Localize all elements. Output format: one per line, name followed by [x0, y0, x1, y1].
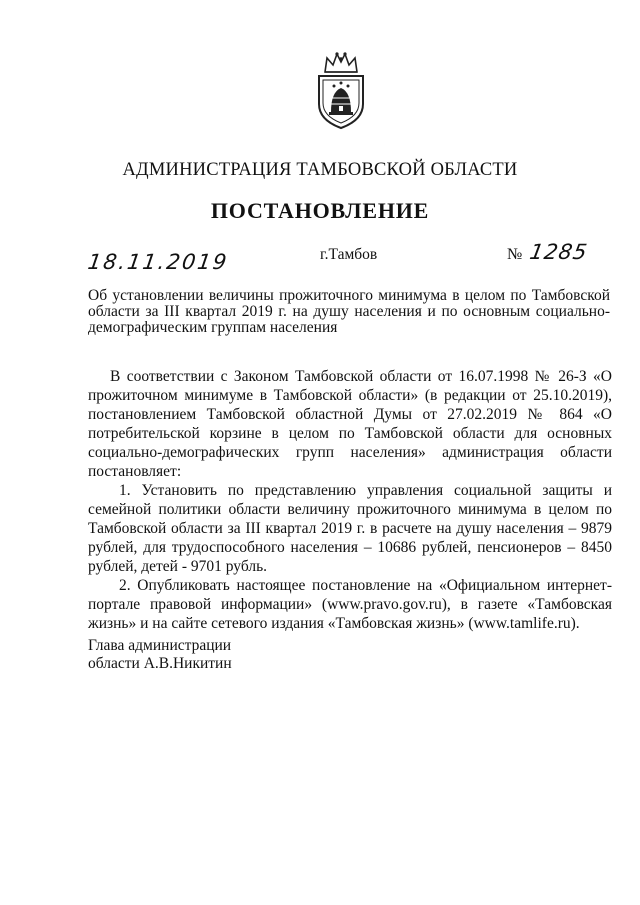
signature-name: области А.В.Никитин — [88, 655, 232, 672]
signature-title: Глава администрации — [88, 637, 232, 654]
number-sign: № — [507, 246, 523, 263]
preamble-paragraph: В соответствии с Законом Тамбовской области от 16.07.1998 № 26-З «О прожиточном минимуме в Тамбовской области» (в редакции от 25.10.2019), постановлением Тамбовской областной Думы от 27.02.2019 № 864 «О потребительской корзине в целом по Тамбовской области для основных социально-демографических групп населения» администрация области постановляет: — [88, 368, 612, 480]
document-type-title: ПОСТАНОВЛЕНИЕ — [210, 198, 430, 223]
item-2-paragraph: 2. Опубликовать настоящее постановление на «Официальном интернет-портале правовой информации» (www.pravo.gov.ru), в газете «Тамбовская жизнь» и на сайте сетевого издания «Тамбовская жизнь» (www.tamlife.ru). — [88, 577, 612, 632]
city-label: г.Тамбов — [320, 246, 378, 263]
organization-title: АДМИНИСТРАЦИЯ ТАМБОВСКОЙ ОБЛАСТИ — [122, 160, 518, 180]
signature-block — [88, 637, 388, 673]
coat-of-arms-icon — [313, 50, 369, 130]
handwritten-number: 1285 — [527, 240, 590, 264]
item-1-paragraph: 1. Установить по представлению управления социальной защиты и семейной политики области величину прожиточного минимума в целом по Тамбовской области за III квартал 2019 г. в расчете на душу населения – 9879 рублей, для трудоспособного населения – 10686 рублей, пенсионеров – 8450 рублей, детей - 9701 рубль. — [88, 482, 612, 575]
document-body — [88, 367, 612, 633]
document-subject: Об установлении величины прожиточного минимума в целом по Тамбовской области за III квартал 2019 г. на душу населения и по основным социально-демографическим группам населения — [88, 287, 610, 336]
handwritten-date: 18.11.2019 — [86, 250, 230, 274]
